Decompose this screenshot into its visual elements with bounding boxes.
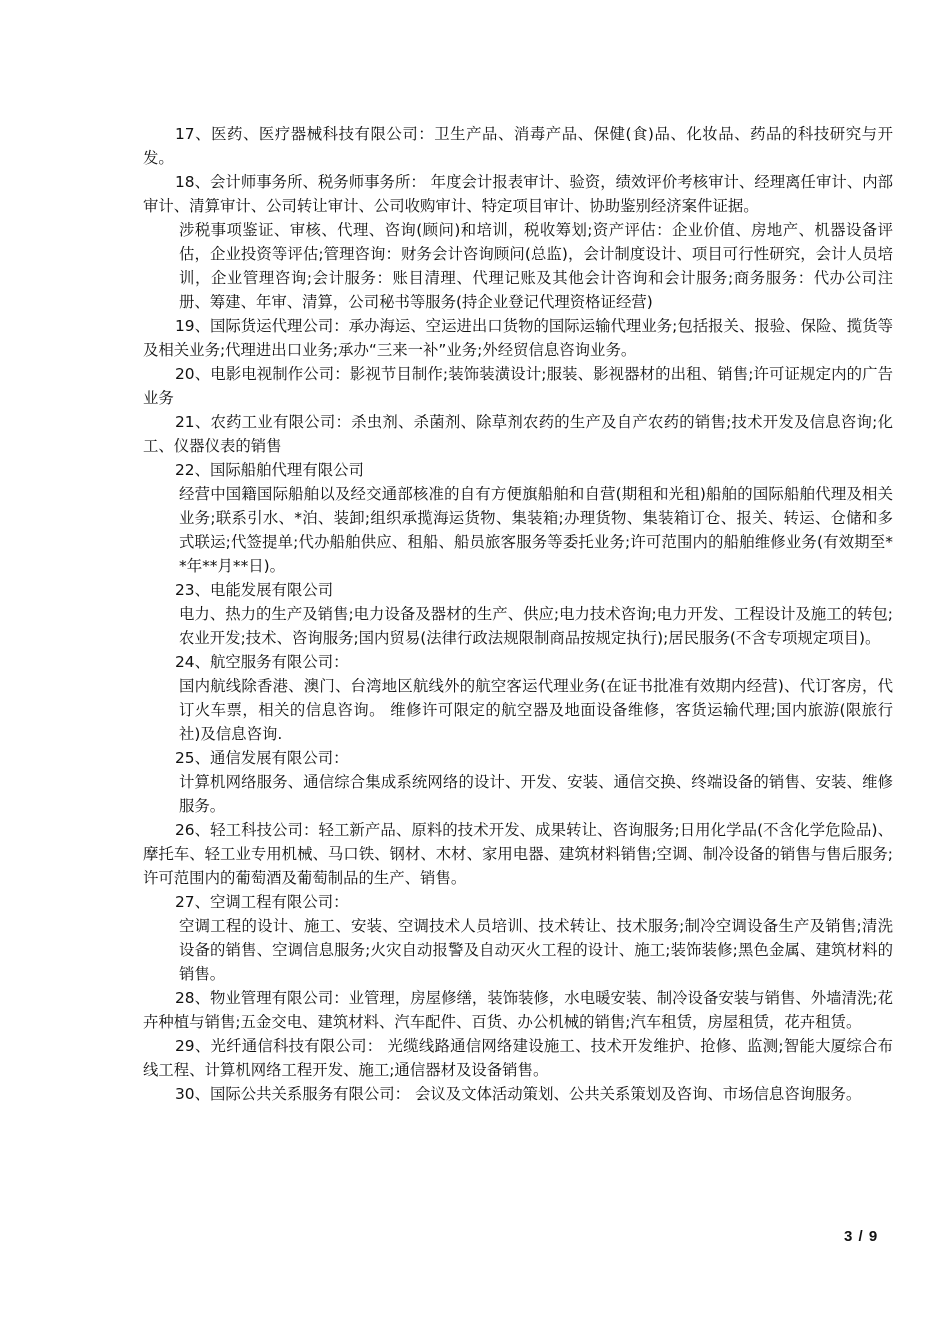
paragraph-item-28: 28、物业管理有限公司：业管理，房屋修缮，装饰装修，水电暖安装、制冷设备安装与销售、外墙清洗;花卉种植与销售;五金交电、建筑材料、汽车配件、百货、办公机械的销售;汽车租赁，房屋租赁，花卉租赁。 [143,989,893,1031]
paragraph-item-26: 26、轻工科技公司：轻工新产品、原料的技术开发、成果转让、咨询服务;日用化学品(不含化学危险品)、摩托车、轻工业专用机械、马口铁、钢材、木材、家用电器、建筑材料销售;空调、制冷设备的销售与售后服务;许可范围内的葡萄酒及葡萄制品的生产、销售。 [143,821,893,887]
paragraph-item-25-detail: 计算机网络服务、通信综合集成系统网络的设计、开发、安装、通信交换、终端设备的销售、安装、维修服务。 [179,773,893,815]
paragraph-item-21: 21、农药工业有限公司：杀虫剂、杀菌剂、除草剂农药的生产及自产农药的销售;技术开发及信息咨询;化工、仪器仪表的销售 [143,413,893,455]
paragraph-item-18: 18、会计师事务所、税务师事务所： 年度会计报表审计、验资，绩效评价考核审计、经理离任审计、内部审计、清算审计、公司转让审计、公司收购审计、特定项目审计、协助鉴别经济案件证据。 [143,173,893,215]
paragraph-item-24-detail: 国内航线除香港、澳门、台湾地区航线外的航空客运代理业务(在证书批准有效期内经营)、代订客房，代订火车票，相关的信息咨询。 维修许可限定的航空器及地面设备维修，客货运输代理;国内旅游(限旅行社)及信息咨询. [179,677,893,743]
paragraph-item-23-heading: 23、电能发展有限公司 [175,581,334,599]
paragraph-item-30: 30、国际公共关系服务有限公司： 会议及文体活动策划、公共关系策划及咨询、市场信息咨询服务。 [175,1085,862,1103]
paragraph-item-18-detail: 涉税事项鉴证、审核、代理、咨询(顾问)和培训，税收筹划;资产评估：企业价值、房地产、机器设备评估，企业投资等评估;管理咨询：财务会计咨询顾问(总监)，会计制度设计、项目可行性研究，会计人员培训，企业管理咨询;会计服务：账目清理、代理记账及其他会计咨询和会计服务;商务服务：代办公司注册、筹建、年审、清算，公司秘书等服务(持企业登记代理资格证经营) [179,221,893,311]
paragraph-item-17: 17、医药、医疗器械科技有限公司：卫生产品、消毒产品、保健(食)品、化妆品、药品的科技研究与开发。 [143,125,893,167]
paragraph-item-29: 29、光纤通信科技有限公司： 光缆线路通信网络建设施工、技术开发维护、抢修、监测;智能大厦综合布线工程、计算机网络工程开发、施工;通信器材及设备销售。 [143,1037,893,1079]
paragraph-item-22-heading: 22、国际船舶代理有限公司 [175,461,364,479]
paragraph-item-27-heading: 27、空调工程有限公司： [175,893,349,911]
document-body [143,122,893,1106]
paragraph-item-23-detail: 电力、热力的生产及销售;电力设备及器材的生产、供应;电力技术咨询;电力开发、工程设计及施工的转包;农业开发;技术、咨询服务;国内贸易(法律行政法规限制商品按规定执行);居民服务(不含专项规定项目)。 [179,605,893,647]
paragraph-item-27-detail: 空调工程的设计、施工、安装、空调技术人员培训、技术转让、技术服务;制冷空调设备生产及销售;清洗设备的销售、空调信息服务;火灾自动报警及自动灭火工程的设计、施工;装饰装修;黑色金属、建筑材料的销售。 [179,917,893,983]
paragraph-item-24-heading: 24、航空服务有限公司： [175,653,349,671]
paragraph-item-22-detail: 经营中国籍国际船舶以及经交通部核准的自有方便旗船舶和自营(期租和光租)船舶的国际船舶代理及相关业务;联系引水、*泊、装卸;组织承揽海运货物、集装箱;办理货物、集装箱订仓、报关、转运、仓储和多式联运;代签提单;代办船舶供应、租船、船员旅客服务等委托业务;许可范围内的船舶维修业务(有效期至**年**月**日)。 [179,485,893,575]
page-number: 3 / 9 [844,1228,879,1245]
paragraph-item-19: 19、国际货运代理公司：承办海运、空运进出口货物的国际运输代理业务;包括报关、报验、保险、揽货等及相关业务;代理进出口业务;承办“三来一补”业务;外经贸信息咨询业务。 [143,317,893,359]
paragraph-item-25-heading: 25、通信发展有限公司： [175,749,349,767]
paragraph-item-20: 20、电影电视制作公司：影视节目制作;装饰装潢设计;服装、影视器材的出租、销售;许可证规定内的广告业务 [143,365,893,407]
